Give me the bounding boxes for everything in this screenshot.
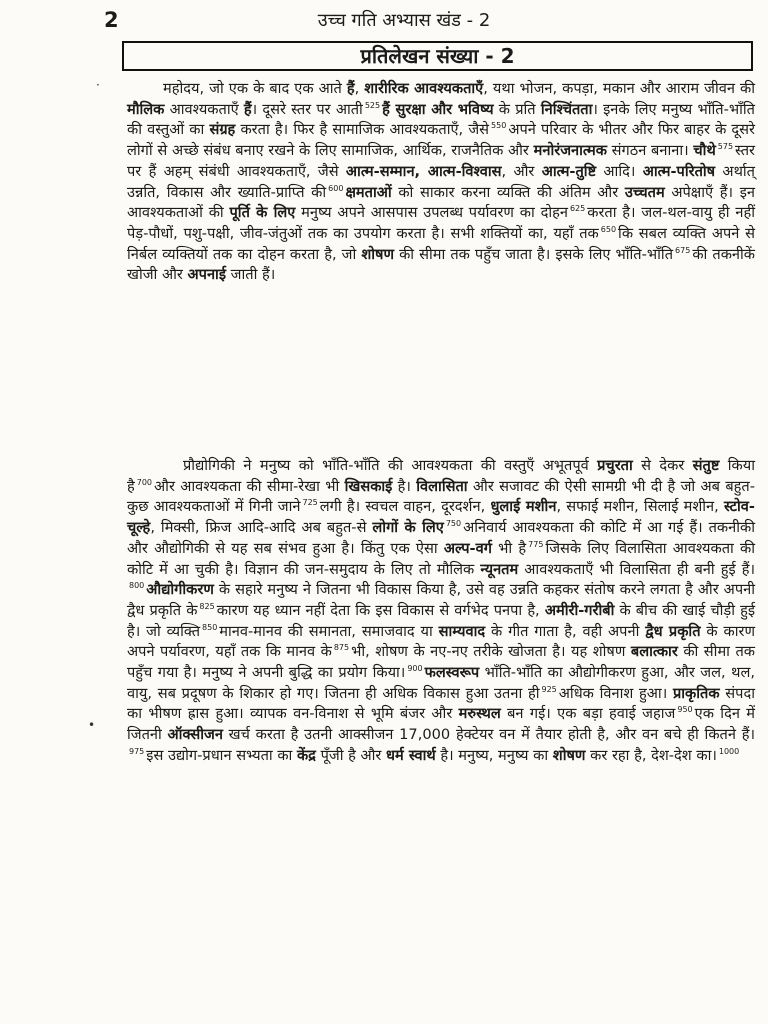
text-run: प्रौद्योगिकी ने मनुष्य को भाँति-भाँति की आवश्यकता की वस्तुएँ अभूतपूर्व xyxy=(183,457,598,474)
text-run: के गीत गाता है, वही अपनी xyxy=(485,622,646,640)
text-run: से देकर xyxy=(632,457,693,474)
bold-text-run: साम्यवाद xyxy=(438,622,486,640)
text-run: पूँजी है और xyxy=(315,746,387,764)
text-run: , यथा भोजन, कपड़ा, मकान और आराम जीवन की xyxy=(483,80,755,97)
text-run: भाँति-भाँति का औद्योगीकरण हुआ, और जल, थल, वायु, सब प्रदूषण के शिकार हो गए। जितना ही अधिक विकास हुआ उतना ही xyxy=(127,664,755,702)
bold-text-run: संतुष्ट xyxy=(692,457,720,474)
bold-text-run: न्यूनतम xyxy=(480,560,519,578)
text-run: आवश्यकताएँ xyxy=(164,100,244,118)
text-run: की तकनीकें खोजी और xyxy=(127,245,755,284)
text-run: और सजावट की ऐसी सामग्री भी दी है जो अब बहुत-कुछ आवश्यकताओं में गिनी जाने xyxy=(127,477,755,516)
text-run: अनिवार्य आवश्यकता की कोटि में आ गई हैं। तकनीकी और औद्योगिकी से यह सब संभव हुआ है। किंतु एक ऐसा xyxy=(127,519,755,557)
word-count-marker: 800 xyxy=(129,581,145,591)
text-run: खर्च करता है उतनी आक्सीजन 17,000 हेक्टेयर वन में तैयार होती है, और वन बचे ही कितने हैं। xyxy=(222,726,755,744)
word-count-marker: 925 xyxy=(541,684,557,694)
bold-text-run: प्रचुरता xyxy=(597,457,633,474)
bold-text-run: पूर्ति के लिए xyxy=(229,204,296,222)
text-run: की सीमा तक पहुँच गया है। मनुष्य ने अपनी बुद्धि का प्रयोग किया। xyxy=(127,643,755,682)
text-run: है। xyxy=(392,477,417,495)
bold-text-run: उच्चतम xyxy=(624,183,665,201)
section-title: प्रतिलेखन संख्या - 2 xyxy=(122,41,753,71)
text-run: कर रहा है, देश-देश का। xyxy=(585,746,717,764)
bold-text-run: आत्म-परितोष xyxy=(642,162,716,180)
text-run: मनुष्य अपने आसपास उपलब्ध पर्यावरण का दोहन xyxy=(295,204,568,222)
word-count-marker: 700 xyxy=(136,477,153,487)
bold-text-run: मौलिक xyxy=(127,100,165,118)
bold-text-run: मनोरंजनात्मक xyxy=(533,142,607,160)
bold-text-run: संग्रह xyxy=(209,121,236,139)
text-run: । इनके लिए मनुष्य भाँति-भाँति की वस्तुओं का xyxy=(127,100,755,139)
word-count-marker: 625 xyxy=(569,204,586,214)
text-run: इस उद्योग-प्रधान सभ्यता का xyxy=(146,746,297,764)
bold-text-run: हैं xyxy=(346,80,355,97)
text-run: अर्थात् उन्नति, विकास और ख्याति-प्राप्ति की xyxy=(127,162,756,201)
paragraph xyxy=(127,456,755,767)
bold-text-run: बलात्कार xyxy=(630,643,678,661)
bold-text-run: अमीरी-गरीबी xyxy=(544,601,615,619)
bold-text-run: आत्म-तुष्टि xyxy=(541,162,597,180)
word-count-marker: 575 xyxy=(717,142,734,152)
text-run: । दूसरे स्तर पर आती xyxy=(251,100,363,118)
text-run: करता है। फिर है सामाजिक आवश्यकताएँ, जैसे xyxy=(235,121,490,139)
text-run: के प्रति xyxy=(493,100,541,118)
bold-text-run: मरुस्थल xyxy=(458,705,501,723)
text-run: , और xyxy=(501,162,542,180)
word-count-marker: 775 xyxy=(528,539,544,549)
text-run: एक दिन में जितनी xyxy=(127,705,755,744)
bold-text-run: अल्प-वर्ग xyxy=(443,539,492,557)
text-run: की सीमा तक पहुँच जाता है। इसके लिए भाँति-भाँति xyxy=(394,245,674,263)
bold-text-run: विलासिता xyxy=(416,477,468,495)
text-run: है। मनुष्य, मनुष्य का xyxy=(435,746,553,764)
text-run: आवश्यकताएँ भी विलासिता ही बनी हुई हैं। xyxy=(518,560,755,578)
text-run: अधिक विनाश हुआ। xyxy=(558,684,673,702)
text-run: मानव-मानव की समानता, समाजवाद या xyxy=(219,622,439,640)
text-run: लगी है। स्वचल वाहन, दूरदर्शन, xyxy=(319,498,491,516)
running-header: उच्च गति अभ्यास खंड - 2 xyxy=(317,10,491,31)
text-run: कि सबल व्यक्ति अपने से निर्बल व्यक्तियों तक का दोहन करता है, जो xyxy=(127,224,755,263)
text-run: अपने परिवार के भीतर और फिर बाहर के दूसरे लोगों से अच्छे संबंध बनाए रखने के लिए सामाजिक, आर्थिक, राजनैतिक और xyxy=(127,121,756,160)
text-run: , सफाई मशीन, सिलाई मशीन, xyxy=(556,498,724,516)
text-run: अपेक्षाएँ हैं। इन आवश्यकताओं की xyxy=(127,183,755,222)
bold-text-run: खिसकाई xyxy=(344,477,393,495)
bold-text-run: शोषण xyxy=(552,746,586,764)
bold-text-run: शोषण xyxy=(361,245,395,263)
word-count-marker: 600 xyxy=(328,183,344,193)
text-run: के बीच की खाई चौड़ी हुई है। जो व्यक्ति xyxy=(127,601,756,640)
word-count-marker: 750 xyxy=(445,519,462,529)
bold-text-run: क्षमताओं xyxy=(345,183,392,201)
bold-text-run: औद्योगीकरण xyxy=(146,581,214,599)
text-run: के सहारे मनुष्य ने जितना भी विकास किया है, उसे वह उन्नति कहकर संतोष करने लगता है और अपनी द्वैध प्रकृति के xyxy=(127,581,755,619)
text-run: भी, शोषण के नए-नए तरीके खोजता है। यह शोषण xyxy=(351,643,631,661)
text-run: के कारण अपने पर्यावरण, यहाँ तक कि मानव के xyxy=(127,622,755,661)
bold-text-run: आत्म-सम्मान, आत्म-विश्वास xyxy=(345,162,502,180)
scan-speck: • xyxy=(88,718,96,732)
bold-text-run: धर्म स्वार्थ xyxy=(386,746,436,764)
text-run: और आवश्यकता की सीमा-रेखा भी xyxy=(154,477,345,495)
word-count-marker: 725 xyxy=(302,498,318,508)
bold-text-run: द्वैध प्रकृति xyxy=(645,622,701,640)
bold-text-run: प्राकृतिक xyxy=(672,684,720,702)
text-run: , xyxy=(354,80,365,97)
text-run: कारण यह ध्यान नहीं देता कि इस विकास से वर्गभेद पनपा है, xyxy=(216,601,545,619)
bold-text-run: लोगों के लिए xyxy=(372,519,444,537)
page-number: 2 xyxy=(104,8,120,32)
word-count-marker: 975 xyxy=(129,746,145,756)
bold-text-run: शारीरिक आवश्यकताएँ xyxy=(364,80,484,97)
word-count-marker: 525 xyxy=(364,100,381,110)
bold-text-run: केंद्र xyxy=(296,746,316,764)
text-run: किया है xyxy=(127,457,755,495)
word-count-marker: 875 xyxy=(333,643,350,653)
bold-text-run: निश्चिंतता xyxy=(540,100,593,118)
text-run: स्तर पर हैं अहम् संबंधी आवश्यकताएँ, जैसे xyxy=(127,142,756,180)
word-count-marker: 900 xyxy=(407,664,423,674)
text-run: , मिक्सी, फ्रिज आदि-आदि अब बहुत-से xyxy=(150,519,373,537)
text-run: महोदय, जो एक के बाद एक आते xyxy=(163,80,347,97)
bold-text-run: फलस्वरूप xyxy=(424,664,480,682)
bold-text-run: हैं xyxy=(243,100,252,118)
word-count-marker: 825 xyxy=(199,601,215,611)
text-run: को साकार करना व्यक्ति की अंतिम और xyxy=(391,183,625,201)
scan-speck: · xyxy=(96,78,100,92)
text-run: संगठन बनाना। xyxy=(606,142,694,160)
bold-text-run: चौथे xyxy=(693,142,716,160)
text-run: संपदा का भीषण ह्रास हुआ। व्यापक वन-विनाश से भूमि बंजर और xyxy=(127,684,755,723)
bold-text-run: धुलाई मशीन xyxy=(490,498,557,516)
word-count-marker: 1000 xyxy=(718,746,740,756)
text-run: जिसके लिए विलासिता आवश्यकता की कोटि में आ चुकी है। विज्ञान की जन-समुदाय के लिए तो मौलिक xyxy=(127,539,755,578)
word-count-marker: 850 xyxy=(202,622,218,632)
word-count-marker: 550 xyxy=(491,121,507,131)
text-run: बन गई। एक बड़ा हवाई जहाज xyxy=(500,705,676,723)
text-run: आदि। xyxy=(596,162,643,180)
bold-text-run: अपनाई xyxy=(187,266,226,284)
bold-text-run: स्टोव-चूल्हे xyxy=(127,498,755,537)
text-run: जाती हैं। xyxy=(226,266,276,284)
text-run: करता है। जल-थल-वायु ही नहीं पेड़-पौधों, पशु-पक्षी, जीव-जंतुओं तक का उपयोग करता है। सभी शक्तियों का, यहाँ तक xyxy=(127,204,755,242)
text-run: भी है xyxy=(491,539,527,557)
bold-text-run: हैं सुरक्षा और भविष्य xyxy=(382,100,494,118)
paragraph xyxy=(127,79,755,286)
bold-text-run: ऑक्सीजन xyxy=(167,726,223,744)
word-count-marker: 950 xyxy=(677,705,693,715)
word-count-marker: 675 xyxy=(675,245,691,255)
word-count-marker: 650 xyxy=(600,224,617,234)
